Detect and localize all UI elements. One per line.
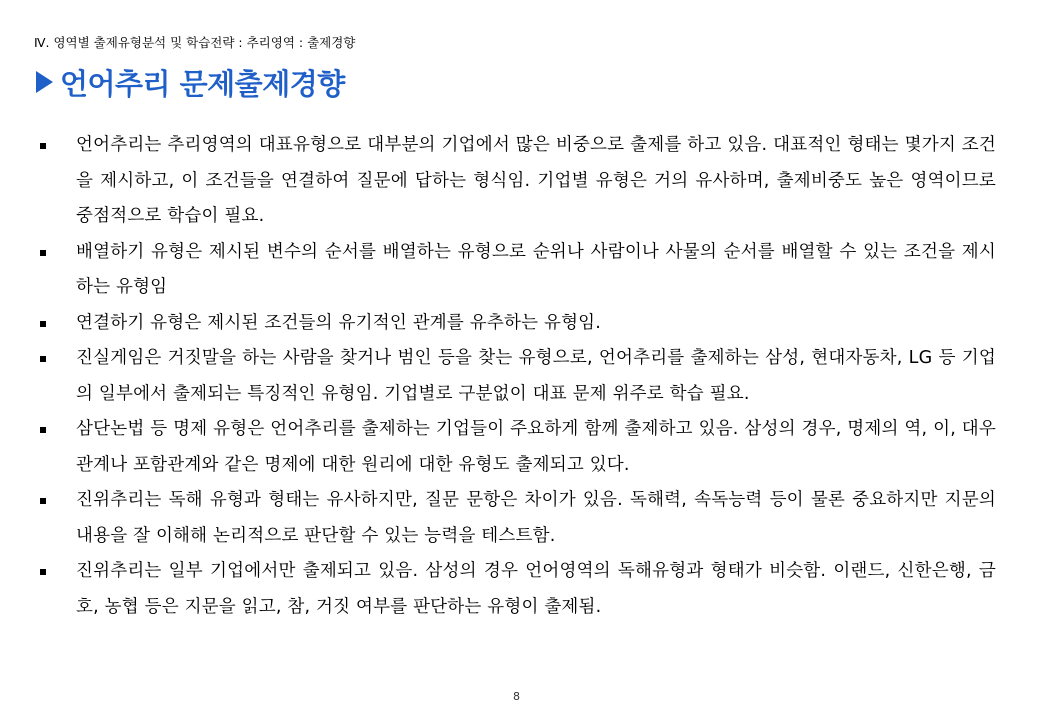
bullet-text: 진실게임은 거짓말을 하는 사람을 찾거나 범인 등을 찾는 유형으로, 언어추리를 출제하는 삼성, 현대자동차, LG 등 기업의 일부에서 출제되는 특징적인 유형임. 기업별로 구분없이 대표 문제 위주로 학습 필요.	[76, 348, 996, 404]
page-title: 언어추리 문제출제경향	[60, 66, 345, 101]
breadcrumb: Ⅳ. 영역별 출제유형분석 및 학습전략 : 추리영역 : 출제경향	[34, 35, 356, 50]
bullet-text: 배열하기 유형은 제시된 변수의 순서를 배열하는 유형으로 순위나 사람이나 사물의 순서를 배열할 수 있는 조건을 제시하는 유형임	[76, 241, 996, 297]
square-bullet-icon	[40, 498, 46, 504]
bullet-text: 삼단논법 등 명제 유형은 언어추리를 출제하는 기업들이 주요하게 함께 출제하고 있음. 삼성의 경우, 명제의 역, 이, 대우관계나 포함관계와 같은 명제에 대한 원리에 대한 유형도 출제되고 있다.	[76, 419, 996, 475]
bullet-item	[36, 483, 996, 554]
bullet-item	[36, 341, 996, 412]
bullet-item	[36, 235, 996, 306]
page-number: 8	[513, 690, 520, 703]
bullet-text: 진위추리는 독해 유형과 형태는 유사하지만, 질문 문항은 차이가 있음. 독해력, 속독능력 등이 물론 중요하지만 지문의 내용을 잘 이해해 논리적으로 판단할 수 있는 능력을 테스트함.	[76, 490, 996, 546]
square-bullet-icon	[40, 427, 46, 433]
square-bullet-icon	[40, 143, 46, 149]
play-arrow-icon	[36, 71, 53, 93]
square-bullet-icon	[40, 569, 46, 575]
square-bullet-icon	[40, 250, 46, 256]
bullet-list	[36, 128, 996, 625]
square-bullet-icon	[40, 321, 46, 327]
bullet-item	[36, 412, 996, 483]
bullet-text: 연결하기 유형은 제시된 조건들의 유기적인 관계를 유추하는 유형임.	[76, 312, 602, 333]
bullet-text: 언어추리는 추리영역의 대표유형으로 대부분의 기업에서 많은 비중으로 출제를 하고 있음. 대표적인 형태는 몇가지 조건을 제시하고, 이 조건들을 연결하여 질문에 답하는 형식임. 기업별 유형은 거의 유사하며, 출제비중도 높은 영역이므로 중점적으로 학습이 필요.	[76, 135, 996, 226]
bullet-item	[36, 554, 996, 625]
square-bullet-icon	[40, 356, 46, 362]
bullet-item	[36, 306, 996, 342]
bullet-text: 진위추리는 일부 기업에서만 출제되고 있음. 삼성의 경우 언어영역의 독해유형과 형태가 비슷함. 이랜드, 신한은행, 금호, 농협 등은 지문을 읽고, 참, 거짓 여부를 판단하는 유형이 출제됨.	[76, 561, 996, 617]
title-row	[36, 60, 345, 104]
bullet-item	[36, 128, 996, 235]
